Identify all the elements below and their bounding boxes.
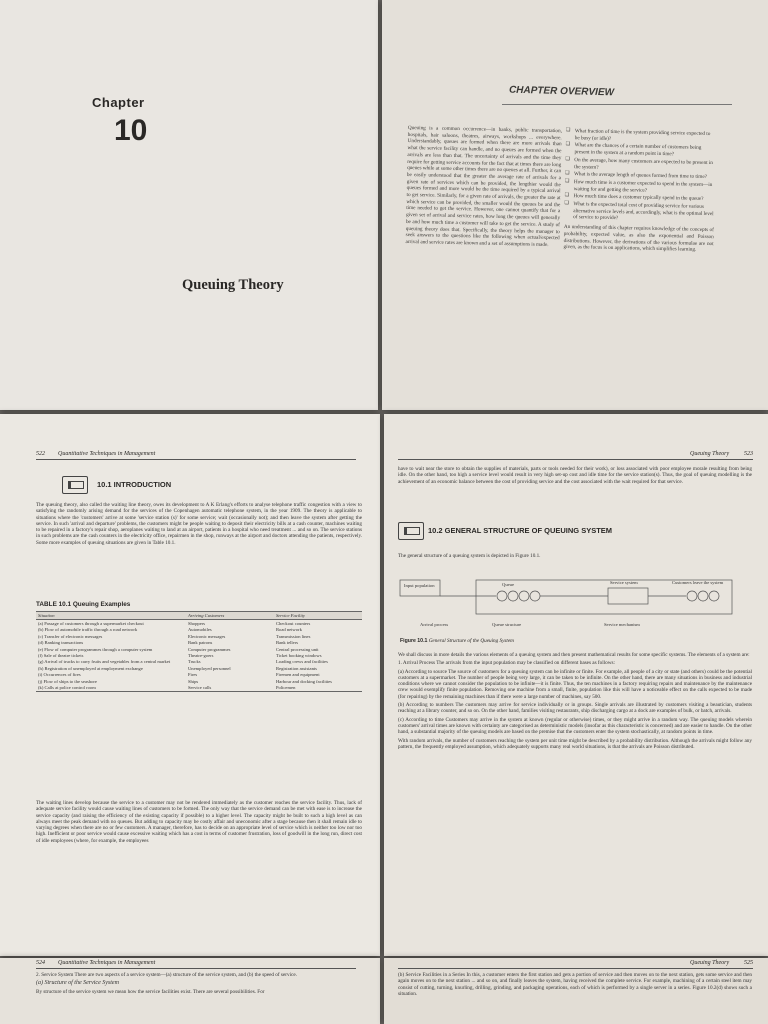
header-rule-522 (36, 459, 356, 460)
label-input: Input population (404, 583, 435, 588)
section-title-10-2: 10.2 GENERAL STRUCTURE OF QUEUING SYSTEM (428, 526, 613, 535)
label-service: Service system (610, 580, 638, 585)
figure-caption (400, 638, 514, 644)
running-head-523: Queuing Theory (690, 451, 730, 457)
page-number-522: 522 (36, 451, 45, 457)
leaving-customer (709, 591, 719, 601)
cell: Checkout counters (275, 620, 311, 626)
elements-text (398, 652, 752, 752)
overview-question: ❑ How much time is a customer expected to spend in the system—in waiting for and getting the service? (565, 179, 715, 196)
leaving-customer (687, 591, 697, 601)
system-boundary (476, 580, 732, 614)
cell: (g) Arrival of trucks to carry fruits and vegetables from a central market (38, 659, 171, 665)
table-row (36, 684, 362, 691)
cell: Computer programmes (187, 646, 231, 652)
label-mechanism: Service mechanism (604, 622, 640, 627)
cell: Theatre-goers (187, 652, 214, 658)
table-row (36, 665, 362, 671)
figure-caption-text: General Structure of the Queuing System (428, 638, 514, 644)
cell: Fires (187, 672, 198, 678)
cell: Loading crews and facilities (275, 659, 328, 665)
queue-customer (530, 591, 540, 601)
table-row (36, 620, 362, 627)
label-arrival: Arrival process (420, 622, 449, 627)
table-title: TABLE 10.1 Queuing Examples (36, 601, 131, 608)
cell: (h) Registration of unemployed at employment exchange (38, 665, 143, 671)
service-system-text (36, 972, 362, 997)
chapter-number: 10 (114, 114, 148, 147)
queuing-examples-table (36, 611, 362, 692)
col-arriving: Arriving Customers (186, 612, 274, 620)
cell: (k) Calls at police control room (36, 684, 186, 691)
overview-intro: Queuing is a common occurrence—in banks, public transportation, hospitals, hair saloons, theatres, airways, workshops ... everywhere. Understandably, queues are formed when there are more arrivals than what the service facility can handle, and no queues are formed when the arrivals are less than that. The uncertainty of arrivals and the time they require for getting service accounts for the fact that at times there are long queues while at some other times there are no queues at all. Further, it can be easily understood that the greater the average rate of arrivals for a given rate of services which can be provided, the lengthier would the queues formed and more would be the time required by a typical arrival to get service. Similarly, for a given rate of arrivals, the greater the rate at which service can be provided, the smaller would the queues be and the time needed to get the service. However, one cannot quantify that for a given set of arrival and service rates, how long the queues will generally be and how much time a customer will take to get the service. A study of queuing theory does that. Specifically, the theory helps the manager to seek answers to the questions like the following when actual/expected arrival and service rates are known and a set of assumptions is made. (405, 125, 562, 248)
overview-question: ❑ On the average, how many customers are expected to be present in the system? (565, 157, 715, 174)
cell: Policemen (274, 684, 362, 691)
overview-rule (502, 104, 732, 105)
structure-paragraph: By structure of the service system we mean how the service facilities exist. There are several possibilities. For (36, 988, 265, 995)
cell: (j) Flow of ships to the seashore (38, 678, 97, 684)
chapter-label: Chapter (92, 95, 145, 110)
cell: Ticket booking windows (275, 652, 322, 658)
chapter-overview-page (382, 0, 768, 410)
random-arrivals: With random arrivals, the number of customers reaching the system per unit time might be described by a probability distribution. Although the arrivals might follow any pattern, the frequently employed assumption, which adequately supports many real world situations, is that the arrivals are Poisson distributed. (398, 737, 752, 750)
running-head-525: Queuing Theory (690, 960, 730, 966)
queue-customer (508, 591, 518, 601)
figure-intro: The general structure of a queuing system is depicted in Figure 10.1. (398, 553, 541, 559)
figure-caption-label: Figure 10.1 (400, 638, 428, 644)
cell: Firemen and equipment (275, 672, 320, 678)
series-facilities-paragraph: (b) Service Facilities in a Series In this, a customer enters the first station and gets a portion of service and then moves on to the next station, gets some service and then again moves on to the next station ... and so on, and finally leaves the system, having received the complete service. For example, machining of a certain steel item may consist of cutting, turning, knurling, drilling, grinding, and packaging operations, each of which is performed by a single server in a series. Figure 10.2(d) shows such a situation. (398, 972, 752, 997)
col-service: Service Facility (274, 612, 362, 620)
queuing-system-figure (398, 574, 748, 634)
table-header-row (36, 612, 362, 620)
table-row (36, 646, 362, 652)
section-icon (62, 476, 88, 494)
label-queue: Queue (502, 582, 514, 587)
elements-intro: We shall discuss in more details the various elements of a queuing system and then present mathematical results for some specific systems. The elements of a system are: (398, 652, 750, 658)
overview-question: ❑ What is the expected total cost of providing service for various alternative service levels and, accordingly, what is the optimal level of service to provide? (564, 201, 714, 224)
overview-question: ❑ What is the average length of queues formed from time to time? (565, 171, 715, 181)
cell: (d) Banking transactions (38, 640, 84, 646)
queue-customer (519, 591, 529, 601)
waiting-lines-paragraph: The waiting lines develop because the service to a customer may not be rendered immediately as the customer reaches the service facility. Thus, lack of adequate service facility would cause waiting lines of customers to be formed. The only way that the service demand can be met with ease is to increase the service capacity (and raising the efficiency of the existing capacity if possible) to a higher level. The capacity might be built to such a high level as can always meet the peak demand with no queues. But adding to capacity may be costly affair and uneconomic after a stage because then it shall remain idle to varying degrees when there are no or few customers. A manager, therefore, has to decide on an appropriate level of service which is neither too low nor too high. Inefficient or poor service would cause excessive waiting which has a cost in terms of customer frustration, loss of goodwill in the long run, direct cost of idle employees (where, for example, the employees (36, 800, 362, 844)
cell: (a) Passage of customers through a supermarket checkout (38, 620, 144, 626)
page-number-524: 524 (36, 960, 45, 966)
leaving-customer (698, 591, 708, 601)
cell: Automobiles (187, 627, 212, 633)
service-system-intro: 2. Service System There are two aspects of a service system—(a) structure of the service system, and (b) the speed of service. (36, 972, 297, 978)
label-leave: Customers leave the system (672, 580, 724, 585)
according-to-source: (a) According to source The source of customers for a queuing system can be infinite or finite. For example, all people of a city or state (and others) could be the potential customers at a supermarket. The number of people being very large, it can be taken to be infinite. On the other hand, there are many situations in business and industrial conditions where we cannot consider the population to be infinite—it is finite. Thus, the ten machines in a factory requiring repairs and maintenance by the maintenance crew would exemplify finite population. Removing one machine from a small, finite, population like this will have a noticeable effect on the calls expected to be made (for repairing) by the remaining machines than if there were a large number of machines, say 500. (398, 668, 752, 700)
cell: Service calls (186, 684, 274, 691)
chapter-title: Queuing Theory (182, 277, 284, 293)
cell: (e) Flow of computer programmes through a computer system (38, 646, 153, 652)
section-title-10-1: 10.1 INTRODUCTION (97, 480, 172, 489)
cell: (b) Flow of automobile traffic through a road network (38, 627, 138, 633)
label-structure: Queue structure (492, 622, 522, 627)
header-rule-523 (398, 459, 753, 460)
according-to-time: (c) According to time Customers may arrive in the system at known (regular or otherwise) times, or they might arrive in a random way. The queuing models wherein customers' arrival times are known with certainty are categorised as deterministic models (insofar as this characteristic is concerned) and are easier to handle. On the other hand, a substantial majority of the queuing models are based on the premise that the customers enter the system stochastically, at random points in time. (398, 716, 752, 736)
cell: Shoppers (187, 620, 206, 626)
queue-customer (497, 591, 507, 601)
section-icon (398, 522, 424, 540)
cell: Trucks (187, 659, 201, 665)
cell: Bank patrons (187, 640, 213, 646)
cell: Road network (275, 627, 302, 633)
cell: Registration assistants (275, 665, 317, 671)
col-situation: Situation (36, 612, 186, 620)
cell: (i) Occurrences of fires (38, 672, 81, 678)
header-rule-525 (398, 968, 753, 969)
page-number-525: 525 (744, 960, 753, 966)
page-number-523: 523 (744, 451, 753, 457)
table-row (36, 659, 362, 665)
cell: Transmission lines (275, 633, 311, 639)
cell: Ships (187, 678, 199, 684)
cell: Bank tellers (275, 640, 299, 646)
arrival-process-heading: 1. Arrival Process The arrivals from the input population may be classified on different bases as follows: (398, 660, 615, 667)
intro-paragraph: The queuing theory, also called the waiting line theory, owes its development to A K Erlang's efforts to analyse telephone traffic congestion with a view to satisfying the randomly arising demand for the services of the Copenhagen automatic telephone system, in the year 1909. The theory is applicable to situations where the 'customers' arrive at some 'service station (s)' for some service; wait (occasionally not); and then leave the system after getting the service. In such 'arrival and departure' problems, the customers might be people waiting to deposit their electricity bills at a cash counter, machines waiting to be repaired in a factory's repair shop, aeroplanes waiting to land at an airport, patients in a hospital who need treatment ... and so on. The service stations in such problems are the cash counters in the electricity office, repairmen in the shop, runways at the airport and doctors attending the patients, respectively. Some more examples of queuing situations are given in Table 10.1. (36, 502, 362, 546)
overview-questions (563, 128, 716, 254)
overview-question: ❑ What are the chances of a certain number of customers being present in the system at a random point in time? (565, 142, 715, 159)
structure-subhead: (a) Structure of the Service System (36, 980, 119, 987)
running-head-522: Quantitative Techniques in Management (58, 451, 156, 457)
cell: Electronic messages (187, 633, 226, 639)
cell: Central processing unit (275, 646, 319, 652)
cell: (c) Transfer of electronic messages (38, 633, 103, 639)
overview-question: ❑ How much time does a customer typically spend in the queue? (564, 193, 714, 203)
chapter-opener-page (0, 0, 378, 410)
according-to-numbers: (b) According to numbers The customers may arrive for service individually or in groups. Single arrivals are illustrated by customers visiting a beautician, students reaching at a library counter, and so on. On the other hand, families visiting restaurants, ship discharging cargo at a dock are examples of bulk, or batch, arrivals. (398, 702, 752, 715)
overview-heading: CHAPTER OVERVIEW (508, 84, 615, 99)
cell: (f) Sale of theatre tickets (38, 652, 84, 658)
cell: Harbour and docking facilities (275, 678, 332, 684)
overview-question: ❑ What fraction of time is the system providing service expected to be busy (or idle)? (566, 128, 716, 145)
header-rule-524 (36, 968, 356, 969)
running-head-524: Quantitative Techniques in Management (58, 960, 156, 966)
continuation-paragraph: have to wait near the store to obtain the supplies of materials, parts or tools needed for their work), or loss associated with poor employee morale resulting from being idle. On the other hand, too high a service level would result in very high set-up cost and idle time for the service station(s). Thus, the goal of queuing modelling is the achievement of an economic balance between the cost of providing service and the cost associated with the wait required for that service. (398, 466, 752, 485)
service-box (608, 588, 648, 604)
cell: Unemployed personnel (187, 665, 231, 671)
overview-closing: An understanding of this chapter requires knowledge of the concepts of probability, expected value, as also the exponential and Poisson distributions. However, the derivations of the various formulae are not given, as the focus is on applications, which simplifies learning. (563, 224, 714, 254)
